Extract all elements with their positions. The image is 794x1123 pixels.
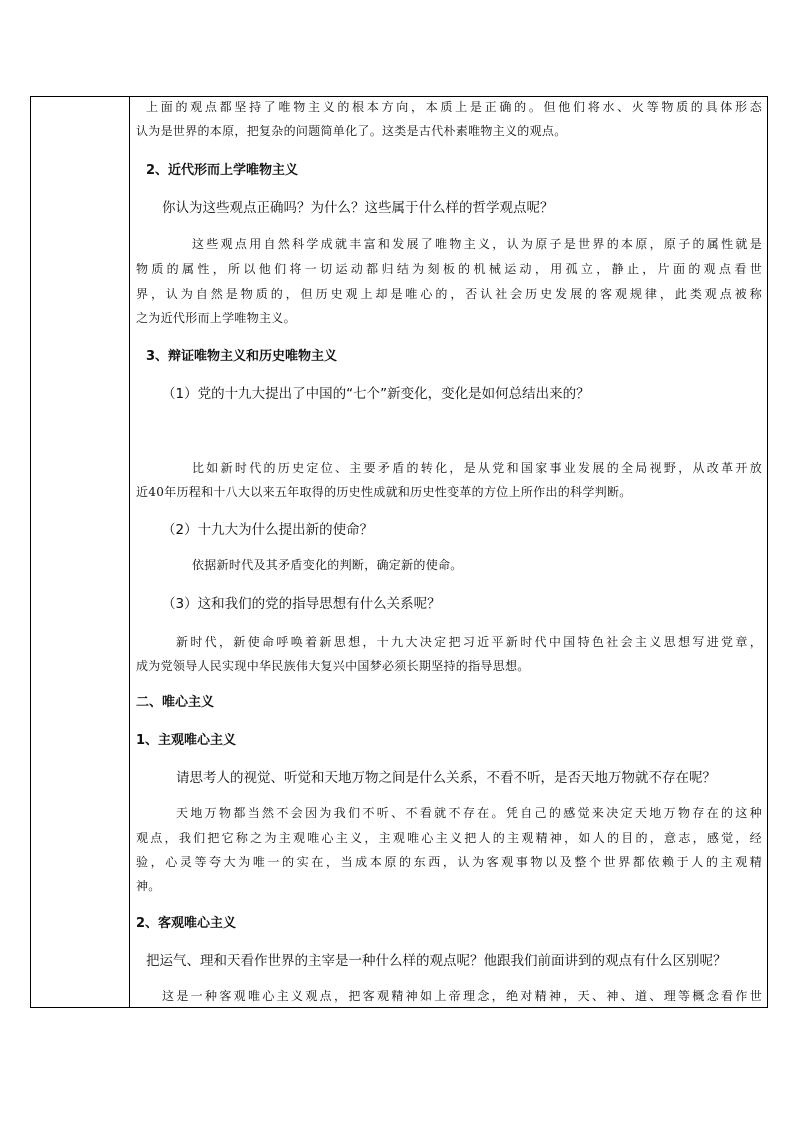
column-divider: [129, 97, 130, 1007]
paragraph-line: 比如新时代的历史定位、主要矛盾的转化，是从党和国家事业发展的全局视野，从改革开放: [192, 461, 762, 475]
paragraph-line: 新时代，新使命呼唤着新思想，十九大决定把习近平新时代中国特色社会主义思想写进党章，: [176, 635, 762, 649]
section-heading: 2、近代形而上学唯物主义: [146, 163, 299, 178]
section-heading: 1、主观唯心主义: [136, 733, 237, 748]
question-text: （3）这和我们的党的指导思想有什么关系呢？: [162, 596, 441, 612]
part-heading: 二、唯心主义: [136, 695, 215, 710]
paragraph-line: 天地万物都当然不会因为我们不听、不看就不存在。凭自己的感觉来决定天地万物存在的这种: [176, 806, 762, 820]
question-text: 把运气、理和天看作世界的主宰是一种什么样的观点呢？他跟我们前面讲到的观点有什么区别呢？: [146, 953, 727, 969]
question-text: 你认为这些观点正确吗？为什么？这些属于什么样的哲学观点呢？: [162, 200, 554, 216]
paragraph-line: 之为近代形而上学唯物主义。: [136, 311, 296, 325]
paragraph-line: 神。: [136, 879, 161, 893]
paragraph-line: 依据新时代及其矛盾变化的判断，确定新的使命。: [192, 558, 463, 572]
paragraph-line: 物质的属性，所以他们将一切运动都归结为刻板的机械运动，用孤立，静止，片面的观点看世: [136, 262, 762, 276]
paragraph-line: 观点，我们把它称之为主观唯心主义，主观唯心主义把人的主观精神，如人的目的，意志，感觉，经: [136, 831, 762, 845]
paragraph-line: 界，认为自然是物质的，但历史观上却是唯心的，否认社会历史发展的客观规律，此类观点被称: [136, 287, 762, 301]
question-text: 请思考人的视觉、听觉和天地万物之间是什么关系，不看不听，是否天地万物就不存在呢？: [176, 770, 716, 786]
question-text: （2）十九大为什么提出新的使命？: [162, 522, 374, 538]
section-heading: 3、辩证唯物主义和历史唯物主义: [146, 349, 338, 364]
paragraph-line: 认为是世界的本原，把复杂的问题简单化了。这类是古代朴素唯物主义的观点。: [136, 124, 567, 138]
question-text: （1）党的十九大提出了中国的“七个”新变化，变化是如何总结出来的？: [162, 386, 590, 402]
paragraph-line: 这些观点用自然科学成就丰富和发展了唯物主义，认为原子是世界的本原，原子的属性就是: [192, 237, 762, 251]
paragraph-line: 上面的观点都坚持了唯物主义的根本方向，本质上是正确的。但他们将水、火等物质的具体形态: [146, 100, 762, 114]
section-heading: 2、客观唯心主义: [136, 916, 237, 931]
paragraph-line: 验，心灵等夸大为唯一的实在，当成本原的东西，认为客观事物以及整个世界都依赖于人的主观精: [136, 855, 762, 869]
content-table: [30, 96, 768, 1008]
paragraph-line: 成为党领导人民实现中华民族伟大复兴中国梦必须长期坚持的指导思想。: [136, 659, 530, 673]
paragraph-line: 这是一种客观唯心主义观点，把客观精神如上帝理念，绝对精神，天、神、道、理等概念看作世: [162, 989, 762, 1003]
paragraph-line: 近40年历程和十八大以来五年取得的历史性成就和历史性变革的方位上所作出的科学判断。: [136, 485, 632, 499]
